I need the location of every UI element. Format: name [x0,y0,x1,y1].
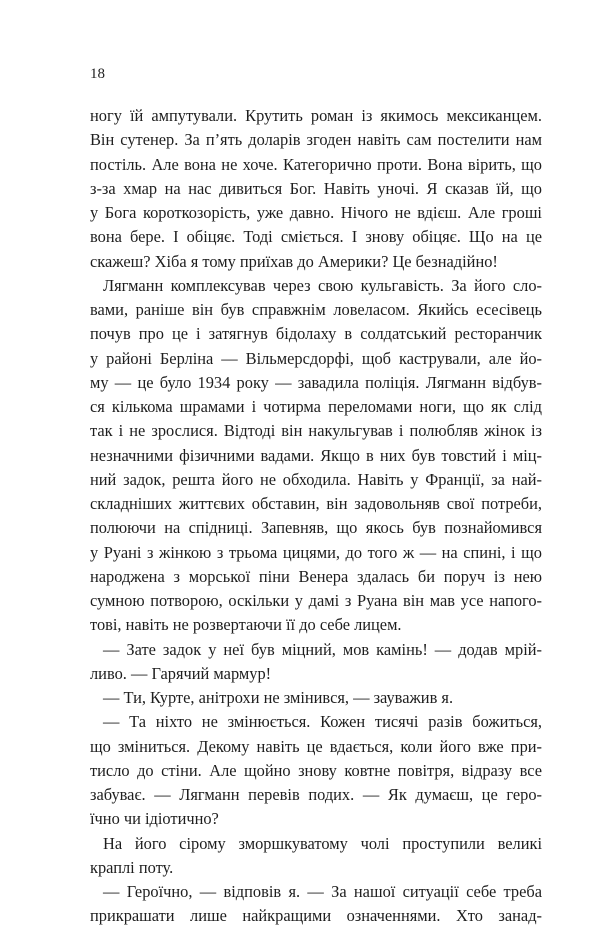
text-line: прикрашати лише найкращими означеннями. Хто занад- [90,906,542,926]
text-line: краплі поту. [90,857,174,877]
text-line: Він сутенер. За п’ять доларів згоден навіть сам постелити нам [90,130,542,150]
text-line: у Бога короткозорість, уже давно. Нічого не вдієш. Але гроші [90,203,542,222]
text-line: — Ти, Курте, анітрохи не змінився, — зауважив я. [103,688,454,707]
text-line: скажеш? Хіба я тому приїхав до Америки? Це безнадійно! [90,251,498,271]
text-line: їчно чи ідіотично? [90,809,219,829]
body-text [90,104,542,929]
text-line: ливо. — Гарячий мармур! [90,663,272,683]
text-line: му — це було 1934 року — завадила поліція. Лягманн відбув- [90,372,542,392]
text-line: що зміниться. Декому навіть це вдається, коли його вже при- [90,736,542,756]
text-line: сумною потворою, оскільки у дамі з Руана він мав усе напого- [90,591,542,610]
text-line: почув про це і затягнув бідолаху в солдатський ресторанчик [90,324,542,344]
text-line: ся кількома шрамами і чотирма переломами ноги, що як слід [90,397,542,416]
text-line: — Зате задок у неї був міцний, мов камінь! — додав мрій- [103,639,542,659]
text-line: постіль. Але вона не хоче. Категорично проти. Вона вірить, що [90,154,542,174]
text-line: з-за хмар на нас дивиться Бог. Навіть уночі. Я сказав їй, що [90,178,542,198]
text-line: складніших життєвих обставин, він задовольняв свої потреби, [90,494,542,513]
text-line: тисло до стіни. Але щойно знову ковтне повітря, відразу все [90,760,542,780]
text-line: у Руані з жінкою з трьома цицями, до того ж — на спині, і що [90,542,542,562]
text-line: тові, навіть не розвертаючи її до себе лицем. [90,615,402,635]
text-line: — Та ніхто не змінюється. Кожен тисячі разів божиться, [103,712,542,732]
page-number: 18 [90,66,105,82]
text-line: народжена з морської піни Венера здалась би поруч із нею [90,566,542,586]
text-line: — Героїчно, — відповів я. — За нашої ситуації себе треба [103,882,542,901]
text-line: вами, раніше він був справжнім ловеласом. Якийсь есесівець [90,300,542,319]
text-line: незначними фізичними вадами. Якщо в них був товстий і міц- [90,445,542,465]
text-line: На його сірому зморшкуватому чолі проступили великі [103,833,542,853]
text-line: ногу їй ампутували. Крутить роман із якимось мексиканцем. [90,106,542,125]
text-line: Лягманн комплексував через свою кульгавість. За його сло- [103,275,542,295]
text-line: полюючи на спідниці. Запевняв, що якось був познайомився [90,518,542,538]
text-line: ний задок, решта його не обходила. Навіть у Франції, за най- [90,469,542,489]
text-line: забуває. — Лягманн перевів подих. — Як думаєш, це геро- [90,785,542,804]
text-line: так і не зрослися. Відтоді він накульгував і полюбляв жінок із [90,421,542,441]
text-line: вона бере. І обіцяє. Тоді сміється. І знову обіцяє. Що на це [90,227,542,247]
text-line: у районі Берліна — Вільмерсдорфі, щоб кастрували, але йо- [90,348,542,368]
